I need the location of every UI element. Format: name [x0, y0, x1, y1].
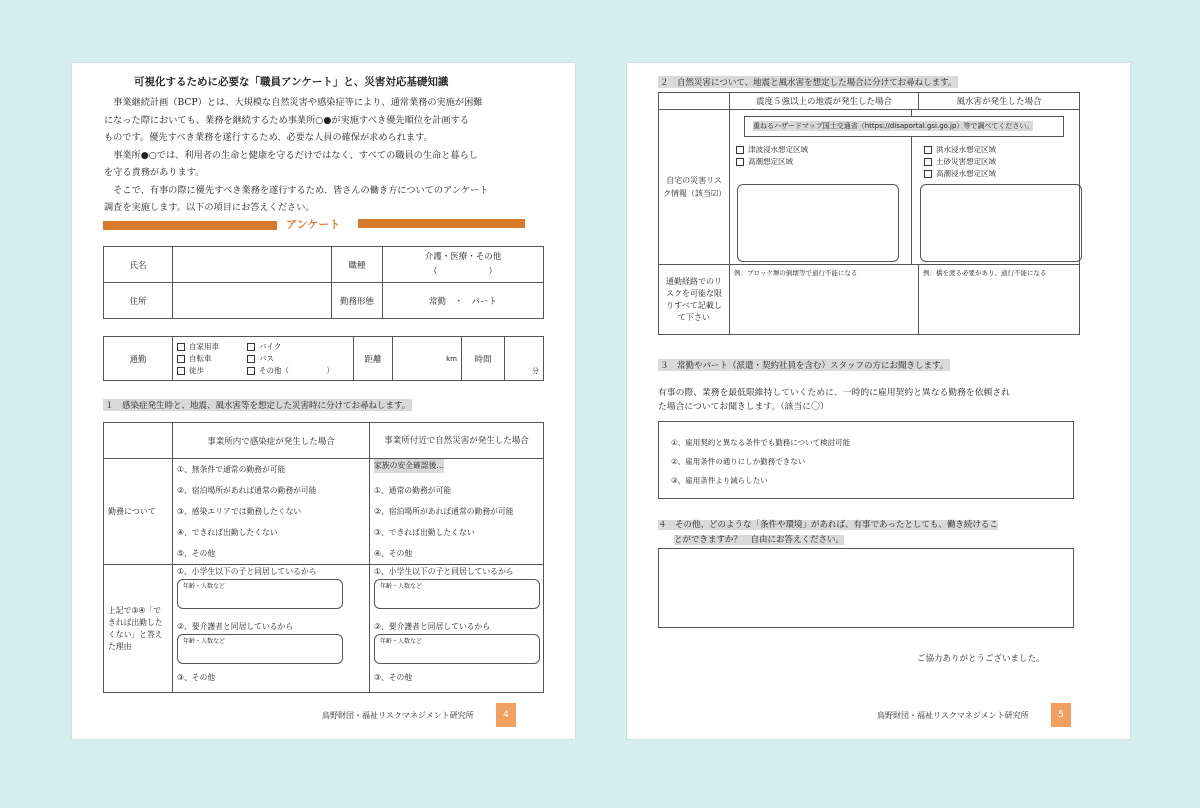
- footer-org: 鳥野財団・福祉リスクマネジメント研究所: [877, 711, 1029, 720]
- q1-col-disaster: 事業所付近で自然災害が発生した場合: [370, 423, 544, 459]
- commute-option-bike[interactable]: バイク: [247, 342, 281, 351]
- checkbox-icon: [177, 355, 185, 363]
- distance-field[interactable]: km: [393, 337, 462, 381]
- checkbox-icon: [924, 170, 932, 178]
- commute-options: [173, 337, 354, 381]
- time-field[interactable]: 分: [505, 337, 544, 381]
- page-4: [72, 63, 575, 739]
- reason-row-label: 上記で③④「できれば出勤したくない」と答えた理由: [104, 565, 173, 693]
- checkbox-icon: [736, 146, 744, 154]
- earthquake-risk-notes[interactable]: [737, 184, 899, 262]
- disaster-option-1[interactable]: ①、通常の勤務が可能: [374, 486, 452, 495]
- distance-label: 距離: [354, 337, 393, 381]
- reason-infection-note1[interactable]: 年齢・人数など: [177, 579, 365, 609]
- checkbox-icon: [924, 158, 932, 166]
- disaster-option-4[interactable]: ④、その他: [374, 549, 413, 558]
- eq-option-storm-surge[interactable]: 高潮想定区域: [736, 156, 808, 168]
- commute-table: [103, 336, 544, 381]
- flood-risk-options: [924, 144, 996, 180]
- disaster-option-3[interactable]: ③、できれば出勤したくない: [374, 528, 475, 537]
- checkbox-icon: [177, 343, 185, 351]
- reason-disaster-opt3[interactable]: ③、その他: [374, 673, 413, 682]
- q3-option-3[interactable]: ③、雇用条件より減らしたい: [671, 476, 768, 485]
- risk-label: 自宅の災害リスク情報（該当☑）: [659, 110, 730, 265]
- q3-options-box: [658, 421, 1074, 499]
- page-5: [627, 63, 1130, 739]
- flood-risk-notes[interactable]: [920, 184, 1082, 262]
- checkbox-icon: [924, 146, 932, 154]
- work-row-label: 勤務について: [104, 459, 173, 565]
- checkbox-icon: [247, 355, 255, 363]
- fl-option-flood[interactable]: 洪水浸水想定区域: [924, 144, 996, 156]
- footer-org: 鳥野財団・福祉リスクマネジメント研究所: [322, 711, 474, 720]
- reason-infection-note2[interactable]: 年齢・人数など: [177, 634, 365, 664]
- q4-answer-box[interactable]: [658, 548, 1074, 628]
- q3-title: ３ 常勤やパート（派遣・契約社員を含む）スタッフの方にお聞きします。: [660, 361, 949, 371]
- time-label: 時間: [462, 337, 505, 381]
- q3-option-1[interactable]: ①、雇用契約と異なる条件でも勤務について検討可能: [671, 438, 851, 447]
- survey-label: アンケート: [286, 218, 341, 231]
- name-label: 氏名: [104, 247, 173, 283]
- address-field[interactable]: [173, 283, 332, 319]
- infection-option-2[interactable]: ②、宿泊場所があれば通常の勤務が可能: [177, 486, 317, 495]
- thanks-text: ご協力ありがとうございました。: [917, 654, 1045, 664]
- reason-infection-opt2[interactable]: ②、要介護者と同居しているから: [177, 622, 294, 631]
- checkbox-icon: [247, 343, 255, 351]
- work-type-field[interactable]: 常勤 ・ パート: [383, 283, 544, 319]
- route-earthquake[interactable]: 例：ブロック塀の倒壊等で通行不能になる: [730, 265, 919, 335]
- q1-table: [103, 422, 544, 693]
- q4-title: ４ その他、どのような「条件や環境」があれば、有事であったとしても、働き続けるこ とができますか？ 自由にお答えください。: [658, 520, 998, 545]
- profile-table: [103, 246, 544, 319]
- infection-option-3[interactable]: ③、感染エリアでは勤務したくない: [177, 507, 302, 516]
- reason-infection-opt1[interactable]: ①、小学生以下の子と同居しているから: [177, 567, 317, 576]
- infection-option-4[interactable]: ④、できれば出勤したくない: [177, 528, 278, 537]
- reason-infection: [173, 565, 370, 693]
- earthquake-risk-options: [736, 144, 808, 168]
- reason-disaster-note1[interactable]: 年齢・人数など: [374, 579, 539, 609]
- family-safety-note: 家族の安全確認後…: [374, 459, 444, 473]
- q2-title: ２ 自然災害について、地震と風水害を想定した場合に分けてお尋ねします。: [660, 78, 957, 88]
- commute-option-other[interactable]: その他（ ）: [247, 366, 334, 375]
- q3-body: 有事の際、業務を最低限維持していくために、一時的に雇用契約と異なる勤務を依頼され た場合についてお聞きします。（該当に〇）: [658, 388, 1010, 412]
- reason-disaster-opt1[interactable]: ①、小学生以下の子と同居しているから: [374, 567, 514, 576]
- q3-option-2[interactable]: ②、雇用条件の通りにしか勤務できない: [671, 457, 806, 466]
- survey-bar-right: [358, 219, 525, 228]
- eq-option-tsunami[interactable]: 津波浸水想定区域: [736, 144, 808, 156]
- work-type-label: 勤務形態: [332, 283, 383, 319]
- work-options-infection: [173, 459, 370, 565]
- infection-option-5[interactable]: ⑤、その他: [177, 549, 216, 558]
- reason-infection-opt3[interactable]: ③、その他: [177, 673, 216, 682]
- q1-col-infection: 事業所内で感染症が発生した場合: [173, 423, 370, 459]
- checkbox-icon: [247, 367, 255, 375]
- job-label: 職種: [332, 247, 383, 283]
- disaster-option-2[interactable]: ②、宿泊場所があれば通常の勤務が可能: [374, 507, 514, 516]
- commute-option-bus[interactable]: バス: [247, 354, 274, 363]
- page-number: 4: [496, 703, 516, 727]
- reason-disaster: [370, 565, 544, 693]
- intro-text: 事業継続計画（BCP）とは、大規模な自然災害や感染症等により、通常業務の実施が困難 になった際においても、業務を継続するため事業所○●が実施すべき優先順位を計画する ものです。優先すべき業務を遂行するため、必要な人員の確保が求められます。 事業所●○では、利用者の生命と健康を守るだけではなく、すべての職員の生命と暮らし を守る責務があります。 そこで、有事の際に優先すべき業務を遂行するため、皆さんの働き方についてのアンケート 調査を実施します。以下の項目にお答えください。: [104, 97, 489, 213]
- fl-option-landslide[interactable]: 土砂災害想定区域: [924, 156, 996, 168]
- checkbox-icon: [736, 158, 744, 166]
- infection-option-1[interactable]: ①、無条件で通常の勤務が可能: [177, 465, 286, 474]
- commute-option-walk[interactable]: 徒歩: [177, 365, 247, 377]
- q2-table: [658, 92, 1080, 335]
- route-label: 通勤経路でのリスクを可能な限りすべて記載して下さい: [659, 265, 730, 335]
- reason-disaster-opt2[interactable]: ②、要介護者と同居しているから: [374, 622, 491, 631]
- route-flood[interactable]: 例：橋を渡る必要があり、通行不能になる: [919, 265, 1080, 335]
- commute-option-car[interactable]: 自家用車: [177, 341, 247, 353]
- col-flood: 風水害が発生した場合: [919, 93, 1080, 110]
- name-field[interactable]: [173, 247, 332, 283]
- job-field[interactable]: 介護・医療・その他 （ ）: [383, 247, 544, 283]
- q1-title: １ 感染症発生時と、地震、風水害等を想定した災害時に分けてお尋ねします。: [105, 401, 411, 411]
- hazard-note-box: 重ねるハザードマップ国土交通省（https://disaportal.gsi.go.jp）等で調べてください。: [744, 116, 1064, 137]
- commute-option-bicycle[interactable]: 自転車: [177, 353, 247, 365]
- fl-option-storm-surge[interactable]: 高潮浸水想定区域: [924, 168, 996, 180]
- col-earthquake: 震度５強以上の地震が発生した場合: [730, 93, 919, 110]
- checkbox-icon: [177, 367, 185, 375]
- page-title: 可視化するために必要な「職員アンケート」と、災害対応基礎知識: [134, 76, 449, 88]
- address-label: 住所: [104, 283, 173, 319]
- commute-label: 通勤: [104, 337, 173, 381]
- work-options-disaster: [370, 459, 544, 565]
- page-number: 5: [1051, 703, 1071, 727]
- risk-cell: [730, 110, 1080, 265]
- survey-bar-left: [103, 221, 277, 230]
- reason-disaster-note2[interactable]: 年齢・人数など: [374, 634, 539, 664]
